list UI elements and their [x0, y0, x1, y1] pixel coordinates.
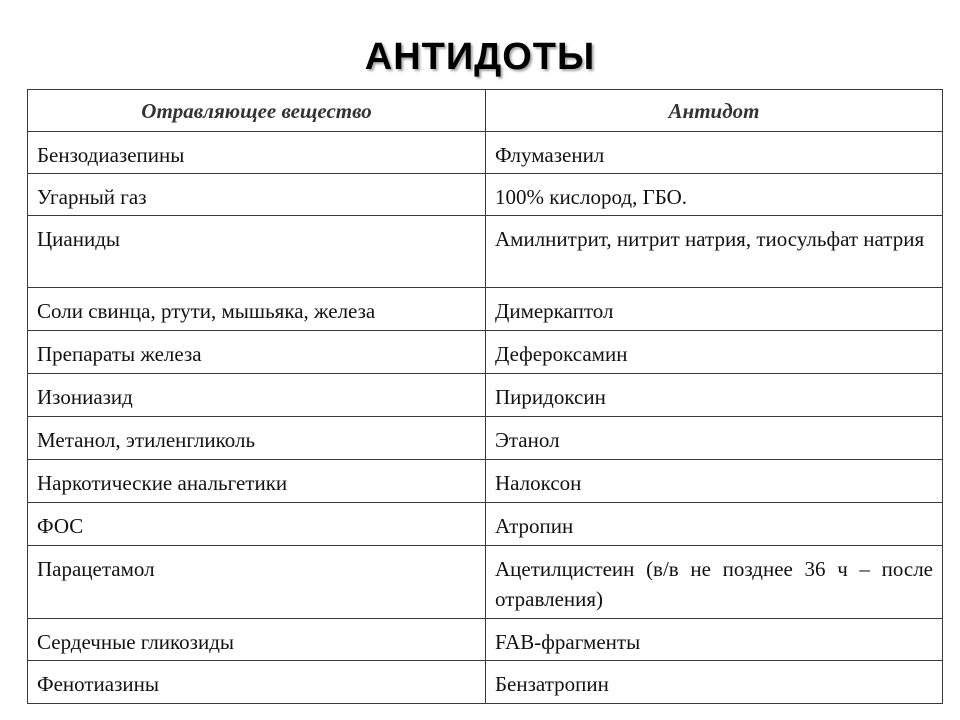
table-row: [28, 661, 943, 704]
antidote-cell: Дефероксамин: [486, 331, 943, 374]
poison-cell: Угарный газ: [28, 174, 486, 216]
poison-cell: Парацетамол: [28, 546, 486, 619]
table-row: [28, 174, 943, 216]
antidote-cell: Ацетилцистеин (в/в не позднее 36 ч – после отравления): [486, 546, 943, 619]
antidote-cell: Атропин: [486, 503, 943, 546]
table-row: [28, 331, 943, 374]
poison-cell: Соли свинца, ртути, мышьяка, железа: [28, 288, 486, 331]
poison-cell: Изониазид: [28, 374, 486, 417]
table-row: [28, 374, 943, 417]
antidote-cell: Димеркаптол: [486, 288, 943, 331]
antidote-cell: Налоксон: [486, 460, 943, 503]
antidote-cell: Пиридоксин: [486, 374, 943, 417]
table-row: [28, 546, 943, 619]
poison-cell: ФОС: [28, 503, 486, 546]
page-title: АНТИДОТЫ: [364, 36, 596, 78]
antidote-cell: Амилнитрит, нитрит натрия, тиосульфат натрия: [486, 216, 943, 288]
antidote-cell: Флумазенил: [486, 132, 943, 174]
table-row: [28, 132, 943, 174]
poison-cell: Фенотиазины: [28, 661, 486, 704]
poison-cell: Сердечные гликозиды: [28, 619, 486, 661]
table-row: [28, 460, 943, 503]
table-row: [28, 417, 943, 460]
table-row: [28, 619, 943, 661]
poison-cell: Цианиды: [28, 216, 486, 288]
poison-cell: Препараты железа: [28, 331, 486, 374]
antidotes-table: [27, 89, 943, 704]
antidote-cell: FAB-фрагменты: [486, 619, 943, 661]
poison-cell: Метанол, этиленгликоль: [28, 417, 486, 460]
table-header-row: [28, 90, 943, 132]
antidote-cell: Этанол: [486, 417, 943, 460]
antidote-cell: 100% кислород, ГБО.: [486, 174, 943, 216]
poison-cell: Наркотические анальгетики: [28, 460, 486, 503]
table-row: [28, 503, 943, 546]
column-header-antidote: Антидот: [486, 90, 943, 132]
column-header-poison: Отравляющее вещество: [28, 90, 486, 132]
poison-cell: Бензодиазепины: [28, 132, 486, 174]
antidote-cell: Бензатропин: [486, 661, 943, 704]
table-row: [28, 288, 943, 331]
table-row: [28, 216, 943, 288]
